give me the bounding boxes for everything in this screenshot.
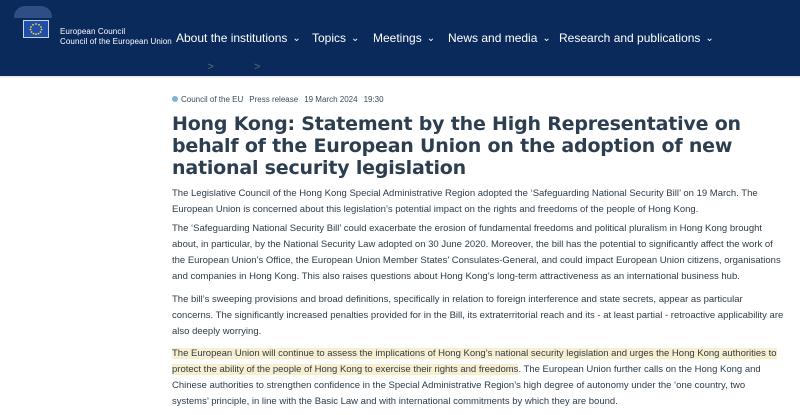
organization-name[interactable] [60,27,172,47]
chevron-down-icon: ⌄ [542,33,551,44]
nav-news-and-media[interactable] [448,31,551,47]
paragraph-text: . The European Union further calls on the Hong Kong and Chinese authorities to strengthen confidence in the Special Administrative Region’s high degree of autonomy under the ‘one country, two systems’ principle, in line with the Basic Law and with international commitments by which they are bound. [172,364,761,407]
nav-label: News and media [448,31,538,45]
breadcrumb-separator: > [253,61,261,73]
eu-flag-icon [23,20,49,38]
source-dot-icon [172,96,178,102]
top-navigation-bar [0,0,800,76]
page-title: Hong Kong: Statement by the High Representative on behalf of the European Union on the adoption of new national security legislation [172,113,741,179]
nav-meetings[interactable] [373,31,435,47]
article-paragraph-2: The ‘Safeguarding National Security Bill’ could exacerbate the erosion of fundamental freedoms and political pluralism in Hong Kong brought about, in particular, by the National Security Law adopted on 30 June 2020. Moreover, the bill has the potential to significantly affect the work of the European Union’s Office, the European Union Member States’ Consulates-General, and could impact European Union citizens, organisations and companies in Hong Kong. This also raises questions about Hong Kong’s long-term attractiveness as an international business hub. [172,223,781,282]
highlighted-text: The European Union will continue to assess the implications of Hong Kong’s national security legislation and urges the Hong Kong authorities to protect the ability of the people of Hong Kong to exercise their rights and freedoms [172,348,777,375]
chevron-down-icon: ⌄ [426,33,436,44]
nav-label: Topics [312,31,347,45]
meta-source: Council of the EU [181,95,244,104]
nav-label: Research and publications [559,31,701,45]
council-logo-icon[interactable] [10,6,56,46]
nav-research-publications[interactable] [559,31,714,47]
article-paragraph-3: The bill’s sweeping provisions and broad definitions, specifically in relation to foreign interference and state secrets, appear as particular concerns. The significantly increased penalties provided for in the Bill, its extraterritorial reach and its - at least partial - retroactive applicability are also deeply worrying. [172,294,784,337]
chevron-down-icon: ⌄ [351,33,360,44]
article-meta [172,95,390,104]
org-name-line2: Council of the European Union [60,37,172,46]
org-name-line1: European Council [60,27,126,36]
chevron-down-icon: ⌄ [705,33,714,44]
nav-topics[interactable] [312,31,359,47]
meta-date: 19 March 2024 [304,95,358,104]
breadcrumb-press-releases[interactable]: Press releases [266,61,340,73]
breadcrumb-home[interactable]: Home [172,61,202,73]
meta-time: 19:30 [363,95,384,104]
breadcrumb-separator: > [207,61,214,73]
nav-about-institutions[interactable] [176,31,301,47]
breadcrumb [172,61,339,73]
breadcrumb-press[interactable]: Press [219,61,248,73]
meta-type: Press release [249,95,299,104]
nav-label: Meetings [373,31,422,45]
article-paragraph-1: The Legislative Council of the Hong Kong Special Administrative Region adopted the ‘Safeguarding National Security Bill’ on 19 March. The European Union is concerned about this legislation’s potential impact on the rights and freedoms of the people of Hong Kong. [172,188,758,215]
building-icon [14,6,52,18]
chevron-down-icon: ⌄ [292,33,301,44]
nav-label: About the institutions [176,31,288,45]
article-paragraph-4 [172,346,784,410]
